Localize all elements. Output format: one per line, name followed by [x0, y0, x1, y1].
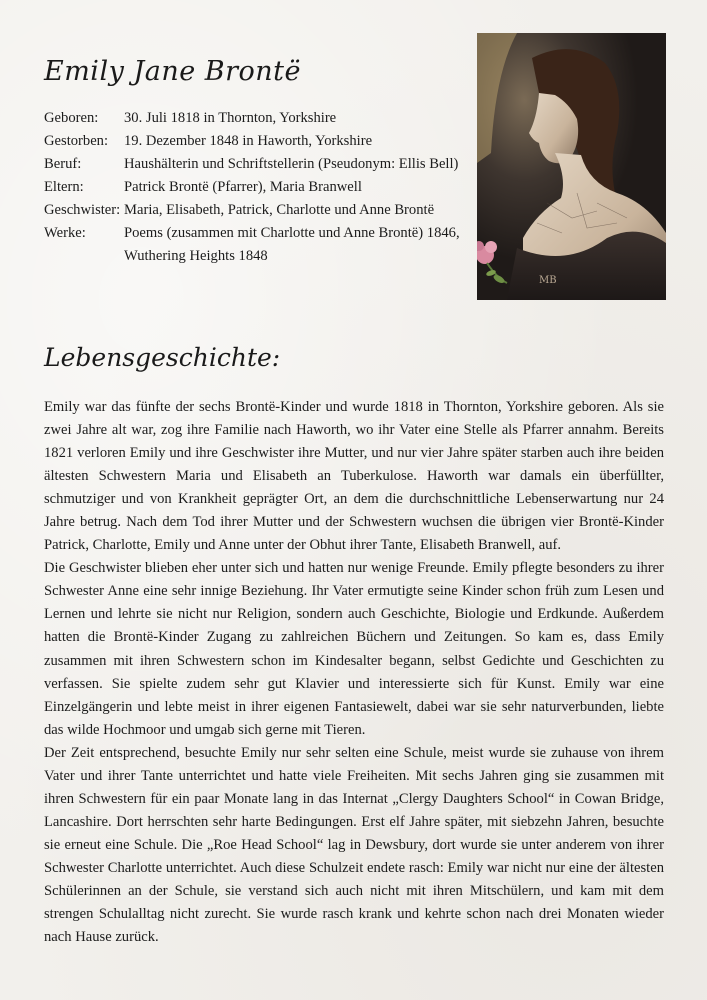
fact-label: Geboren:	[44, 110, 99, 126]
section-title: Lebensgeschichte:	[44, 343, 281, 372]
paragraph: Der Zeit entsprechend, besuchte Emily nur sehr selten eine Schule, meist wurde sie zuhause von ihrem Vater und ihrer Tante unterrichtet und hatte viele Freiheiten. Mit sechs Jahren ging sie zusammen mit ihren Schwestern für ein paar Monate lang in das Internat „Clergy Daughters School“ in Cowan Bridge, Lancashire. Dort herrschten sehr harte Bedingungen. Erst elf Jahre später, mit siebzehn Jahren, besuchte sie erneut eine Schule. Die „Roe Head School“ lag in Dewsbury, dort wurde sie unter anderem von ihrer Schwester Charlotte unterrichtet. Auch diese Schulzeit endete rasch: Emily war nicht nur eine der ältesten Schülerinnen an der Schule, sie verstand sich auch nicht mit ihren Mitschülern, und kam mit dem strengen Schulalltag nicht zurecht. Sie wurde rasch krank und kehrte schon nach drei Monaten wieder nach Hause zurück.	[44, 744, 664, 946]
paragraph: Die Geschwister blieben eher unter sich und hatten nur wenige Freunde. Emily pflegte besonders zu ihrer Schwester Anne eine sehr innige Beziehung. Ihr Vater ermutigte seine Kinder schon früh zum Lesen und Lernen und lehrte sie nicht nur Religion, sondern auch Geschichte, Biologie und Erdkunde. Außerdem hatten die Brontë-Kinder Zugang zu zahlreichen Büchern und Zeitungen. So kam es, dass Emily zusammen mit ihren Schwestern schon im Kindesalter begann, selbst Gedichte und Geschichten zu verfassen. Sie spielte zudem sehr gut Klavier und interessierte sich für Kunst. Emily war eine Einzelgängerin und lebte meist in ihrer eigenen Fantasiewelt, dabei war sie sehr naturverbunden, liebte das wilde Hochmoor und umgab sich gerne mit Tieren.	[44, 560, 664, 738]
portrait-painting	[477, 33, 666, 300]
fact-row-parents	[44, 176, 474, 199]
portrait-signature: MB	[539, 275, 557, 286]
fact-list	[44, 107, 474, 268]
fact-label: Geschwister:	[44, 202, 121, 218]
fact-value: 19. Dezember 1848 in Haworth, Yorkshire	[124, 133, 373, 149]
fact-label: Werke:	[44, 225, 86, 241]
biography-text	[44, 396, 664, 949]
portrait-image	[477, 33, 666, 300]
fact-value: Patrick Brontë (Pfarrer), Maria Branwell	[124, 179, 362, 195]
fact-value: 30. Juli 1818 in Thornton, Yorkshire	[124, 110, 337, 126]
fact-label: Gestorben:	[44, 133, 109, 149]
fact-value: Haushälterin und Schriftstellerin (Pseudonym: Ellis Bell)	[124, 156, 459, 172]
fact-row-works	[44, 222, 474, 268]
fact-label: Beruf:	[44, 156, 82, 172]
fact-label: Eltern:	[44, 179, 84, 195]
paragraph: Emily war das fünfte der sechs Brontë-Kinder und wurde 1818 in Thornton, Yorkshire geboren. Als sie zwei Jahre alt war, zog ihre Familie nach Haworth, wo ihr Vater eine Stelle als Pfarrer annahm. Bereits 1821 verloren Emily und ihre Geschwister ihre Mutter, und nur vier Jahre später starben auch ihre beiden ältesten Schwestern Maria und Elisabeth an Tuberkulose. Haworth war damals ein überfüllter, schmutziger und von Krankheit geprägter Ort, an dem die durchschnittliche Lebenserwartung nur 24 Jahre betrug. Nach dem Tod ihrer Mutter und der Schwestern wuchsen die übrigen vier Brontë-Kinder Patrick, Charlotte, Emily und Anne unter der Obhut ihrer Tante, Elisabeth Branwell, auf.	[44, 399, 664, 554]
fact-row-siblings	[44, 199, 474, 222]
fact-row-profession	[44, 153, 474, 176]
fact-value: Maria, Elisabeth, Patrick, Charlotte und Anne Brontë	[124, 202, 435, 218]
page-title: Emily Jane Brontë	[44, 56, 302, 87]
fact-row-died	[44, 130, 474, 153]
fact-row-born	[44, 107, 474, 130]
fact-value: Poems (zusammen mit Charlotte und Anne Brontë) 1846, Wuthering Heights 1848	[124, 225, 460, 264]
